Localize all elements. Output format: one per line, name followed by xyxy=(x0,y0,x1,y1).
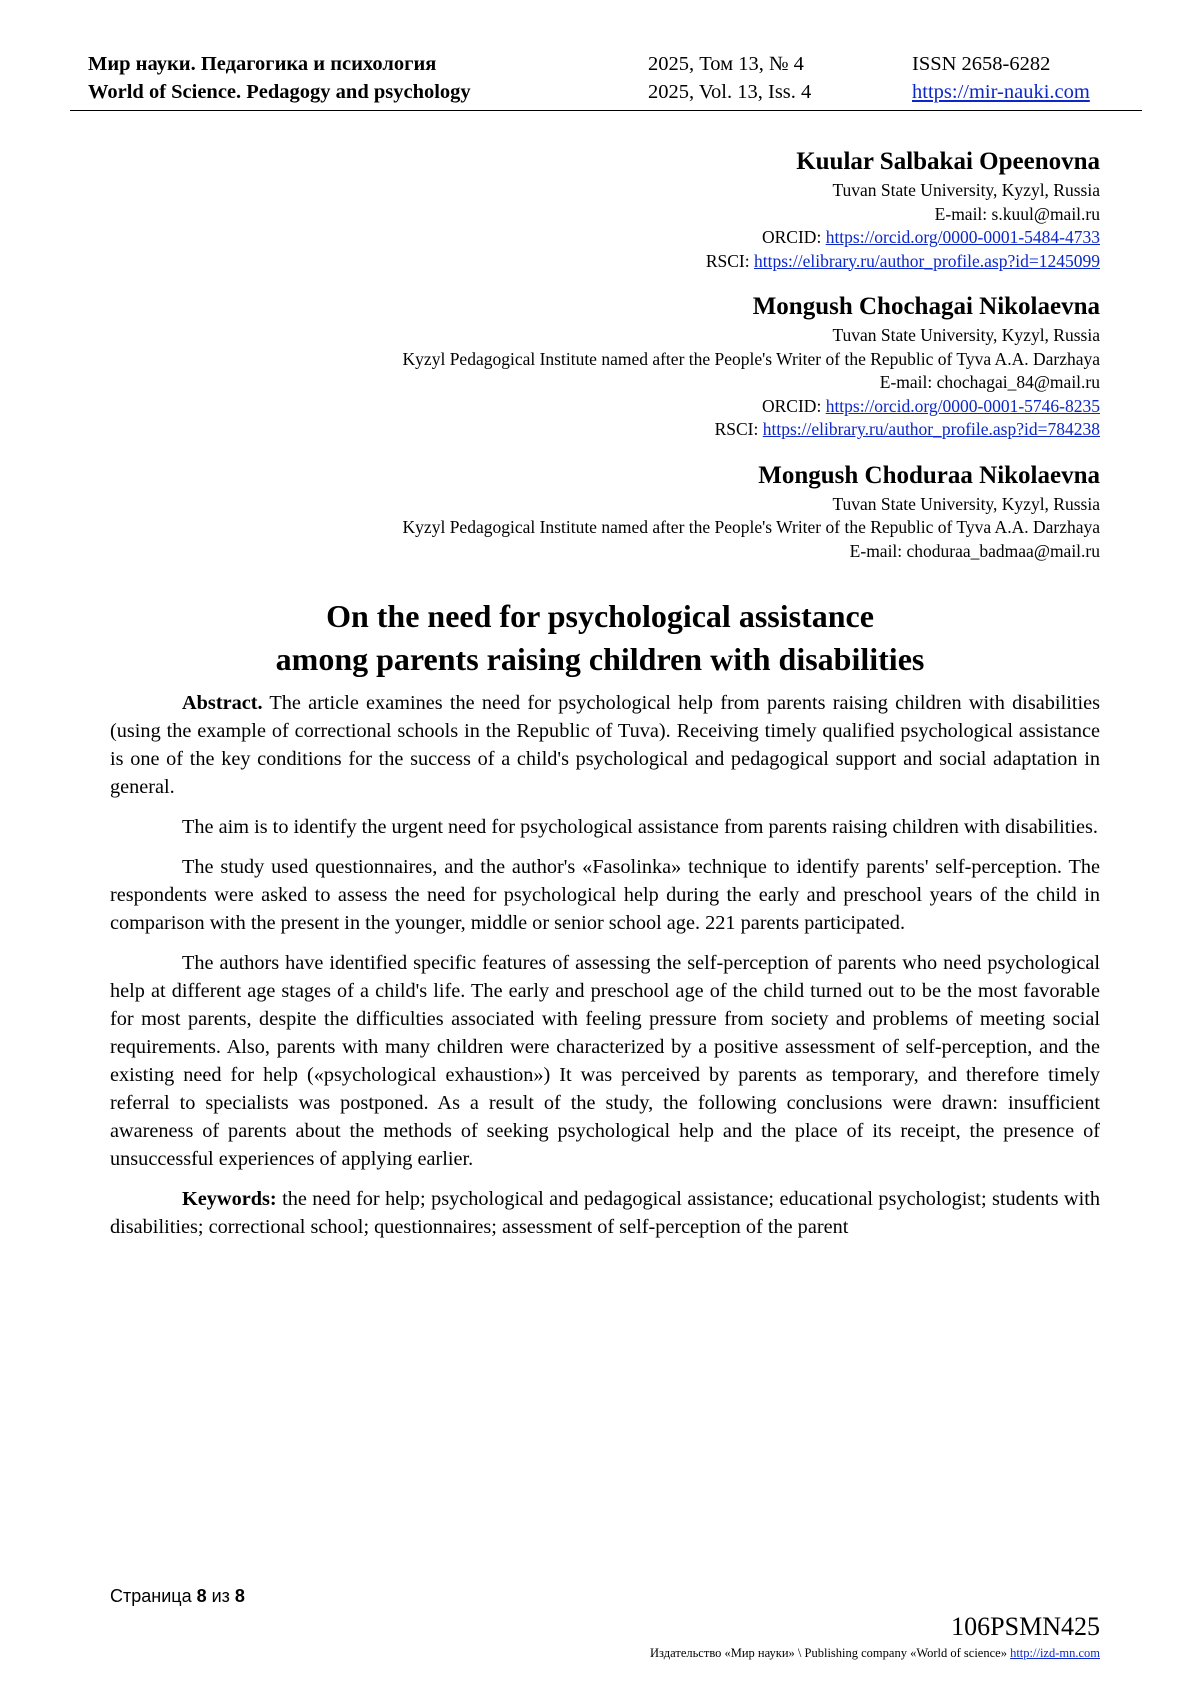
page-total: 8 xyxy=(234,1586,245,1606)
abstract-label: Abstract. xyxy=(182,692,263,714)
author-orcid xyxy=(100,395,1100,419)
rsci-link[interactable]: https://elibrary.ru/author_profile.asp?id=1245099 xyxy=(753,250,1100,271)
keywords-text: the need for help; psychological and pedagogical assistance; educational psychologist; students with disabilities; correctional school; questionnaires; assessment of self-perception of the parent xyxy=(110,1188,1100,1238)
author-name: Kuular Salbakai Opeenovna xyxy=(796,148,1100,175)
issn: ISSN 2658-6282 xyxy=(912,53,1051,75)
page-current: 8 xyxy=(196,1586,207,1606)
abstract-paragraph-1 xyxy=(110,689,1100,801)
keywords-paragraph xyxy=(110,1185,1100,1241)
volume-ru: 2025, Том 13, № 4 xyxy=(648,53,804,75)
abstract-paragraph-3: The study used questionnaires, and the author's «Fasolinka» technique to identify parents' self-perception. The respondents were asked to assess the need for psychological help during the early and preschool years of the child in comparison with the present in the younger, middle or senior school age. 221 parents participated. xyxy=(110,856,1100,934)
author-email: E-mail: chochagai_84@mail.ru xyxy=(879,372,1100,392)
author-name: Mongush Chochagai Nikolaevna xyxy=(752,293,1100,320)
author-affiliation: Tuvan State University, Kyzyl, Russia xyxy=(832,493,1100,514)
orcid-link[interactable]: https://orcid.org/0000-0001-5484-4733 xyxy=(825,227,1100,247)
publisher-line xyxy=(650,1646,1100,1661)
title-line-1: On the need for psychological assistance xyxy=(326,598,874,634)
abstract-paragraph-2: The aim is to identify the urgent need for psychological assistance from parents raising children with disabilities. xyxy=(182,816,1098,838)
rsci-label: RSCI: xyxy=(714,419,763,439)
author-affiliation: Tuvan State University, Kyzyl, Russia xyxy=(832,325,1100,345)
page-prefix: Страница xyxy=(110,1586,197,1606)
abstract-section xyxy=(110,689,1100,1253)
author-rsci xyxy=(100,250,1100,274)
keywords-label: Keywords: xyxy=(182,1188,277,1210)
author-name: Mongush Choduraa Nikolaevna xyxy=(758,461,1100,489)
journal-volume xyxy=(648,50,811,106)
page-mid: из xyxy=(206,1586,235,1606)
publisher-link[interactable]: http://izd-mn.com xyxy=(1010,1646,1100,1660)
author-rsci xyxy=(100,418,1100,442)
orcid-link[interactable]: https://orcid.org/0000-0001-5746-8235 xyxy=(825,395,1100,416)
author-affiliation-2: Kyzyl Pedagogical Institute named after the People's Writer of the Republic of Tyva A.A. Darzhaya xyxy=(402,517,1100,537)
author-affiliation-2: Kyzyl Pedagogical Institute named after the People's Writer of the Republic of Tyva A.A. Darzhaya xyxy=(402,348,1100,369)
volume-en: 2025, Vol. 13, Iss. 4 xyxy=(648,81,812,103)
orcid-label: ORCID: xyxy=(762,395,826,416)
journal-header xyxy=(70,50,1142,111)
journal-name-en: World of Science. Pedagogy and psychology xyxy=(88,81,471,103)
article-title xyxy=(100,595,1100,681)
article-code: 106PSMN425 xyxy=(951,1612,1100,1641)
author-2 xyxy=(100,290,1100,442)
abstract-paragraph-4: The authors have identified specific features of assessing the self-perception of parents who need psychological help at different age stages of a child's life. The early and preschool age of the child turned out to be the most favorable for most parents, despite the difficulties associated with feeling pressure from society and problems of meeting social requirements. Also, parents with many children were characterized by a positive assessment of self-perception, and the existing need for help («psychological exhaustion») It was perceived by parents as temporary, and therefore timely referral to specialists was postponed. As a result of the study, the following conclusions were drawn: insufficient awareness of parents about the methods of seeking psychological help and the place of its receipt, the presence of unsuccessful experiences of applying earlier. xyxy=(110,952,1100,1170)
authors-block xyxy=(100,145,1100,580)
author-3 xyxy=(100,459,1100,564)
journal-name-ru: Мир науки. Педагогика и психология xyxy=(88,53,437,75)
abstract-text-1: The article examines the need for psychological help from parents raising children with disabilities (using the example of correctional schools in the Republic of Tuva). Receiving timely qualified psychological assistance is one of the key conditions for the success of a child's psychological and pedagogical support and social adaptation in general. xyxy=(110,692,1100,798)
journal-site-link[interactable]: https://mir-nauki.com xyxy=(912,81,1090,103)
author-email: E-mail: choduraa_badmaa@mail.ru xyxy=(849,540,1100,561)
rsci-label: RSCI: xyxy=(705,250,754,271)
publisher-text: Издательство «Мир науки» \ Publishing company «World of science» xyxy=(650,1646,1011,1660)
journal-issn xyxy=(912,50,1090,106)
author-email: E-mail: s.kuul@mail.ru xyxy=(934,203,1100,224)
journal-name xyxy=(88,50,471,106)
author-affiliation: Tuvan State University, Kyzyl, Russia xyxy=(832,180,1100,200)
orcid-label: ORCID: xyxy=(762,227,826,247)
title-line-2: among parents raising children with disabilities xyxy=(275,641,925,677)
author-1 xyxy=(100,145,1100,273)
page-number xyxy=(110,1586,245,1607)
author-orcid xyxy=(100,226,1100,250)
rsci-link[interactable]: https://elibrary.ru/author_profile.asp?id=784238 xyxy=(762,419,1100,439)
